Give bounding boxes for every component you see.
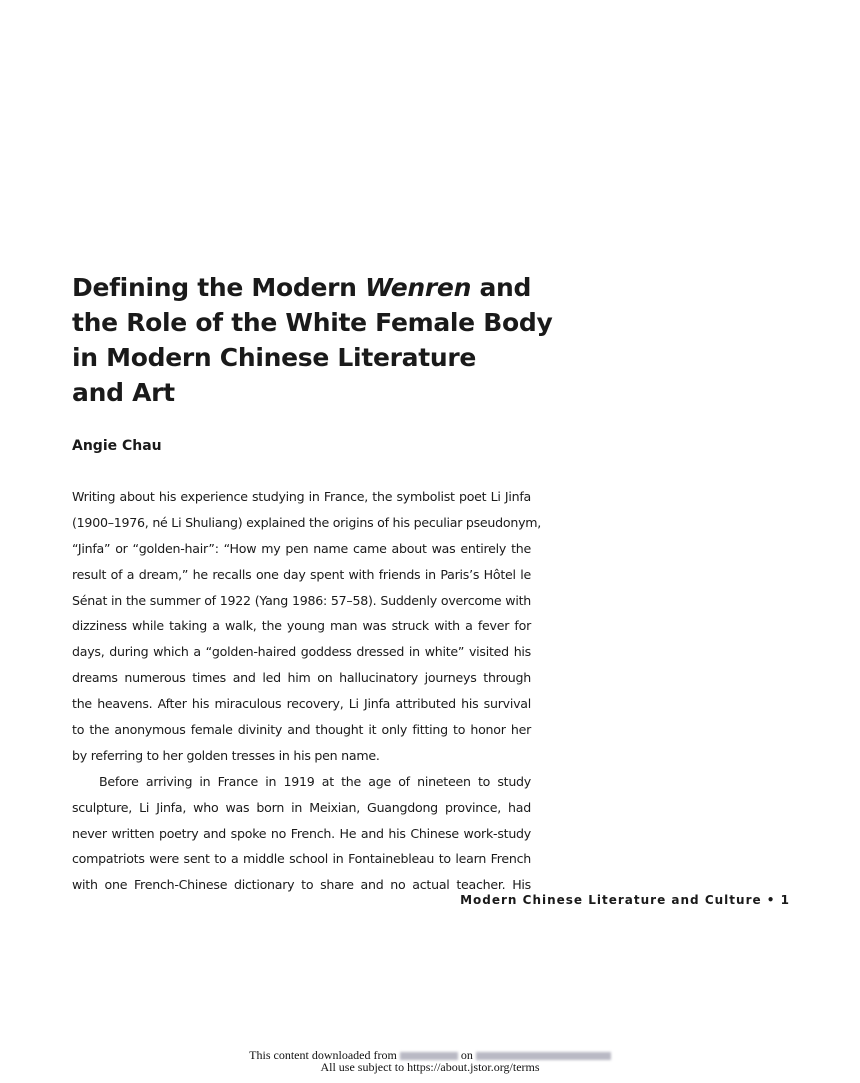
body-line: by referring to her golden tresses in his pen name.: [72, 747, 380, 763]
body-line: (1900–1976, né Li Shuliang) explained the origins of his peculiar pseudonym,: [72, 514, 542, 530]
title-line: in Modern Chinese Literature: [72, 343, 477, 372]
body-line: to the anonymous female divinity and thought it only fitting to honor her: [72, 722, 531, 738]
article-title: [72, 270, 592, 410]
jstor-notice: [0, 1049, 860, 1073]
body-line: dizziness while taking a walk, the young man was struck with a fever for: [72, 618, 531, 634]
title-line: the Role of the White Female Body: [72, 308, 553, 337]
body-line: the heavens. After his miraculous recovery, Li Jinfa attributed his survival: [72, 696, 531, 712]
redacted-ip: [400, 1052, 458, 1060]
author-name: Angie Chau: [72, 438, 162, 454]
body-line: with one French-Chinese dictionary to share and no actual teacher. His: [72, 877, 531, 893]
article-body: [72, 484, 542, 898]
body-line: dreams numerous times and led him on hallucinatory journeys through: [72, 670, 531, 686]
download-notice: This content downloaded from: [249, 1048, 400, 1062]
body-line: Sénat in the summer of 1922 (Yang 1986: 57–58). Suddenly overcome with: [72, 592, 531, 608]
body-line: result of a dream,” he recalls one day spent with friends in Paris’s Hôtel le: [72, 566, 531, 582]
body-line: sculpture, Li Jinfa, who was born in Meixian, Guangdong province, had: [72, 799, 531, 815]
download-notice-on: on: [457, 1048, 476, 1062]
body-line: never written poetry and spoke no French. He and his Chinese work-study: [72, 825, 531, 841]
body-line: days, during which a “golden-haired goddess dressed in white” visited his: [72, 644, 531, 660]
title-italic-term: Wenren: [365, 273, 472, 302]
redacted-date: [476, 1052, 611, 1060]
title-text: and: [471, 273, 532, 302]
title-line: and Art: [72, 378, 175, 407]
body-line: Writing about his experience studying in France, the symbolist poet Li Jinfa: [72, 489, 531, 504]
body-line: Before arriving in France in 1919 at the age of nineteen to study: [99, 773, 531, 789]
running-footer: Modern Chinese Literature and Culture • 1: [460, 893, 790, 907]
body-line: “Jinfa” or “golden-hair”: “How my pen name came about was entirely the: [72, 540, 531, 556]
title-text: Defining the Modern: [72, 273, 366, 302]
terms-notice: All use subject to https://about.jstor.org/terms: [320, 1060, 540, 1074]
body-line: compatriots were sent to a middle school in Fontainebleau to learn French: [72, 851, 531, 867]
